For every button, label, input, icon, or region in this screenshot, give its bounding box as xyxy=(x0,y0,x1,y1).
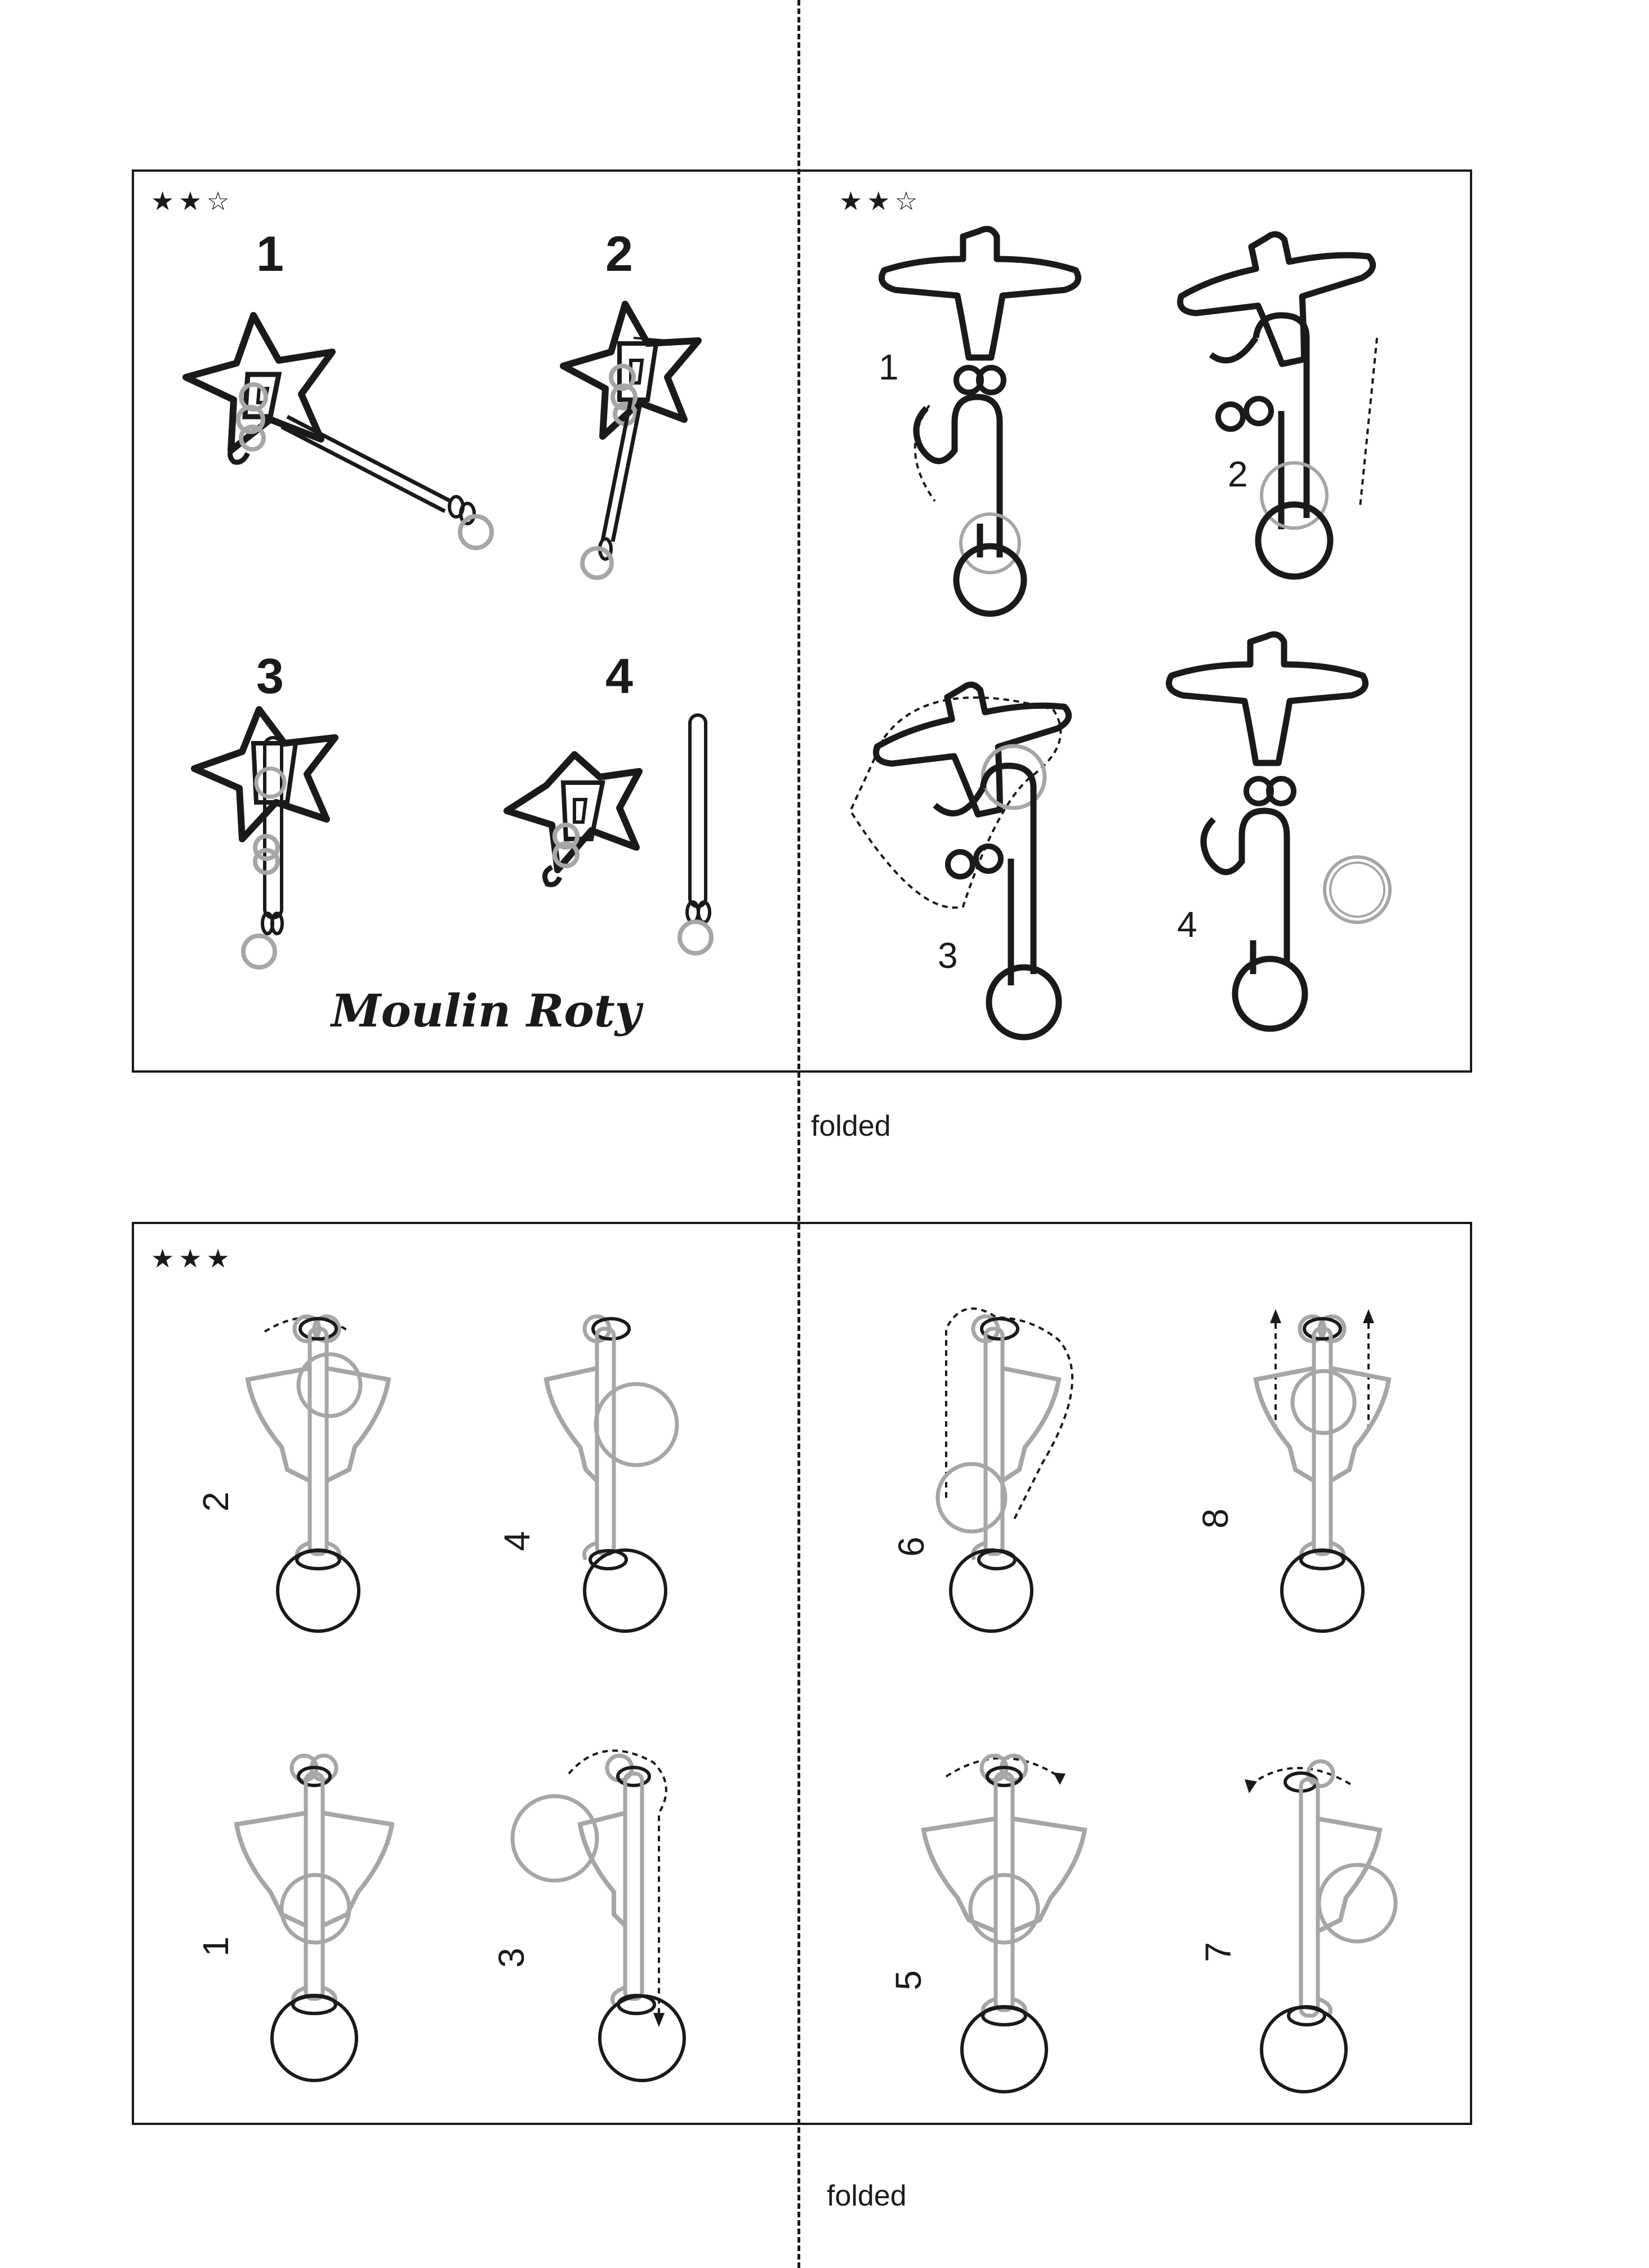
airplane-step-number-1: 1 xyxy=(879,347,899,387)
angel-step-number-6: 6 xyxy=(890,1537,932,1557)
airplane-puzzle-step-1-illustration xyxy=(879,220,1104,625)
star-step-number-3: 3 xyxy=(256,648,284,704)
angel-step-number-4: 4 xyxy=(496,1531,537,1551)
difficulty-rating-star-puzzle: ★★☆ xyxy=(151,186,234,216)
airplane-puzzle-step-3-illustration xyxy=(845,670,1126,1053)
fold-label-top: folded xyxy=(811,1110,891,1142)
star-puzzle-step-3-illustration xyxy=(186,698,377,980)
angel-step-number-7: 7 xyxy=(1197,1942,1238,1962)
angel-puzzle-step-7-illustration xyxy=(1228,1734,1419,2095)
fold-label-bottom: folded xyxy=(827,2180,907,2212)
angel-step-number-1: 1 xyxy=(195,1936,236,1957)
airplane-step-number-2: 2 xyxy=(1228,454,1248,494)
angel-step-number-2: 2 xyxy=(195,1492,236,1512)
angel-step-number-5: 5 xyxy=(888,1970,929,1990)
angel-puzzle-step-1-illustration xyxy=(225,1745,428,2083)
difficulty-rating-angel-puzzle: ★★★ xyxy=(151,1243,234,1274)
angel-puzzle-step-2-illustration xyxy=(231,1306,434,1633)
brand-logo: Moulin Roty xyxy=(331,984,641,1037)
angel-puzzle-step-6-illustration xyxy=(924,1295,1126,1644)
angel-step-number-8: 8 xyxy=(1195,1508,1236,1529)
star-puzzle-step-4-illustration xyxy=(496,709,732,968)
angel-puzzle-step-3-illustration xyxy=(507,1734,710,2095)
star-step-number-1: 1 xyxy=(256,226,284,282)
airplane-step-number-4: 4 xyxy=(1177,904,1197,945)
angel-puzzle-step-4-illustration xyxy=(529,1306,710,1633)
angel-step-number-3: 3 xyxy=(491,1948,532,1968)
airplane-step-number-3: 3 xyxy=(938,935,958,976)
angel-puzzle-step-8-illustration xyxy=(1222,1301,1414,1639)
airplane-puzzle-step-4-illustration xyxy=(1160,625,1408,1053)
difficulty-rating-airplane-puzzle: ★★☆ xyxy=(839,186,922,216)
star-step-number-2: 2 xyxy=(605,226,633,282)
star-puzzle-step-1-illustration xyxy=(169,304,507,563)
airplane-puzzle-step-2-illustration xyxy=(1166,225,1402,597)
star-step-number-4: 4 xyxy=(605,648,633,704)
angel-puzzle-step-5-illustration xyxy=(912,1734,1121,2100)
star-puzzle-step-2-illustration xyxy=(558,293,760,586)
